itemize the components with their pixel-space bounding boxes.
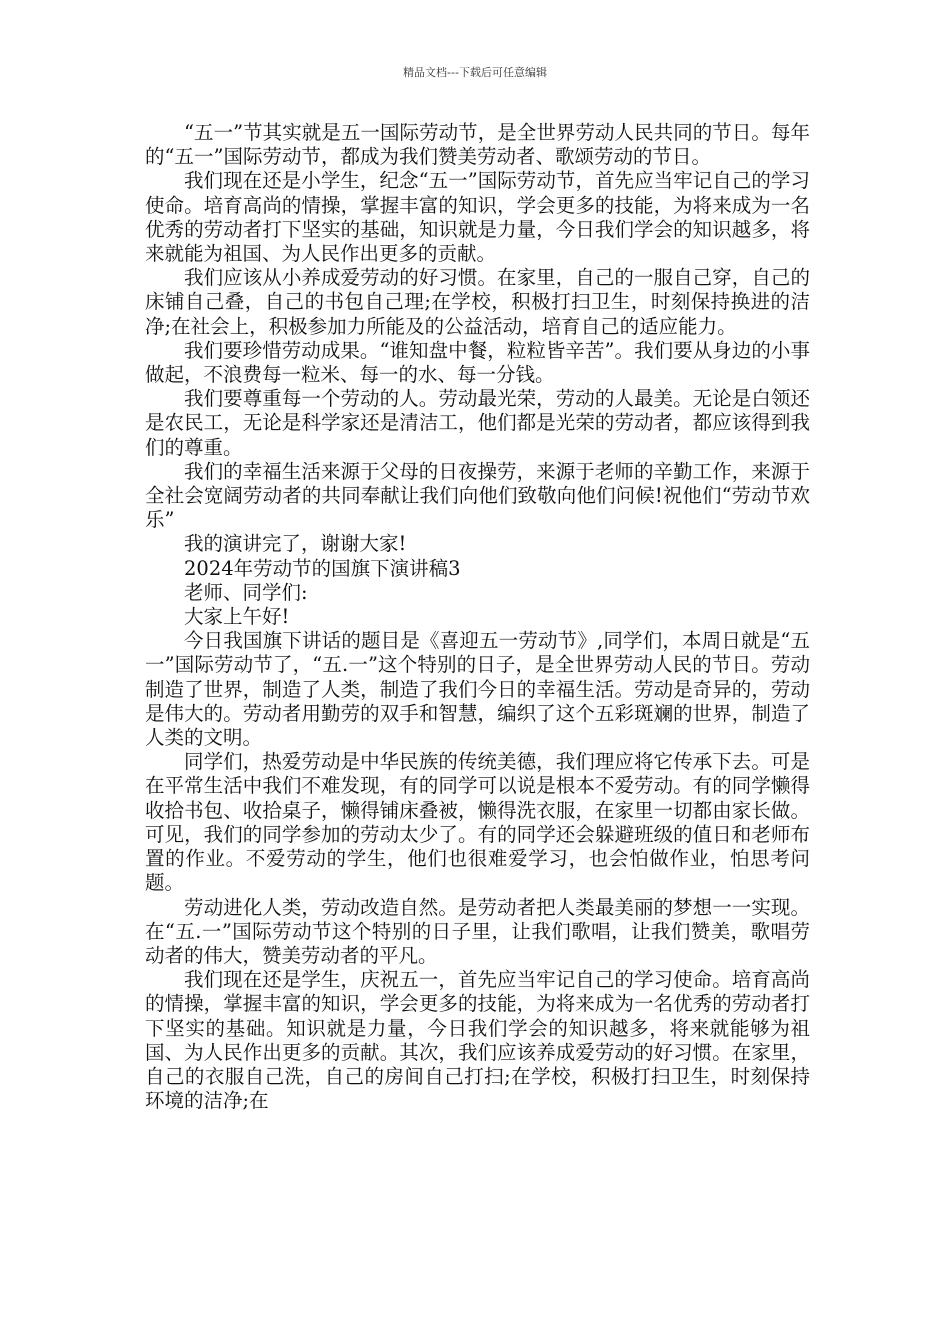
paragraph: 劳动进化人类，劳动改造自然。是劳动者把人类最美丽的梦想一一实现。在“五.一”国际劳动节这个特别的日子里，让我们歌唱，让我们赞美，歌唱劳动者的伟大，赞美劳动者的平凡。 — [145, 895, 810, 967]
page-header: 精品文档---下载后可任意编辑 — [403, 66, 547, 79]
paragraph: 我们要珍惜劳动成果。“谁知盘中餐，粒粒皆辛苦”。我们要从身边的小事做起，不浪费每一粒米、每一的水、每一分钱。 — [145, 338, 810, 387]
paragraph: “五一”节其实就是五一国际劳动节，是全世界劳动人民共同的节日。每年的“五一”国际劳动节，都成为我们赞美劳动者、歌颂劳动的节日。 — [145, 121, 810, 169]
document-body — [145, 121, 810, 1113]
salutation: 老师、同学们: — [184, 580, 308, 604]
section-title: 2024年劳动节的国旗下演讲稿3 — [184, 556, 461, 580]
paragraph: 今日我国旗下讲话的题目是《喜迎五一劳动节》,同学们，本周日就是“五一”国际劳动节了，“五.一”这个特别的日子，是全世界劳动人民的节日。劳动制造了世界，制造了人类，制造了我们今日的幸福生活。劳动是奇异的，劳动是伟大的。劳动者用勤劳的双手和智慧，编织了这个五彩斑斓的世界，制造了人类的文明。 — [145, 629, 810, 750]
paragraph: 我们的幸福生活来源于父母的日夜操劳，来源于老师的辛勤工作，来源于全社会宽阔劳动者的共同奉献让我们向他们致敬向他们问候!祝他们“劳动节欢乐” — [145, 459, 810, 532]
paragraph: 我们现在还是小学生，纪念“五一”国际劳动节，首先应当牢记自己的学习使命。培育高尚的情操，掌握丰富的知识，学会更多的技能，为将来成为一名优秀的劳动者打下坚实的基础，知识就是力量，今日我们学会的知识越多，将来就能为祖国、为人民作出更多的贡献。 — [145, 169, 810, 266]
paragraph: 我们现在还是学生，庆祝五一，首先应当牢记自己的学习使命。培育高尚的情操，掌握丰富的知识，学会更多的技能，为将来成为一名优秀的劳动者打下坚实的基础。知识就是力量，今日我们学会的知识越多，将来就能够为祖国、为人民作出更多的贡献。其次，我们应该养成爱劳动的好习惯。在家里，自己的衣服自己洗，自己的房间自己打扫;在学校，积极打扫卫生，时刻保持环境的洁净;在 — [145, 968, 810, 1113]
paragraph: 同学们，热爱劳动是中华民族的传统美德，我们理应将它传承下去。可是在平常生活中我们不难发现，有的同学可以说是根本不爱劳动。有的同学懒得收拾书包、收拾桌子，懒得铺床叠被，懒得洗衣服，在家里一切都由家长做。可见，我们的同学参加的劳动太少了。有的同学还会躲避班级的值日和老师布置的作业。不爱劳动的学生，他们也很难爱学习，也会怕做作业，怕思考问题。 — [145, 750, 810, 895]
paragraph: 我们要尊重每一个劳动的人。劳动最光荣，劳动的人最美。无论是白领还是农民工，无论是科学家还是清洁工，他们都是光荣的劳动者，都应该得到我们的尊重。 — [145, 387, 810, 459]
paragraph: 我们应该从小养成爱劳动的好习惯。在家里，自己的一服自己穿，自己的床铺自己叠，自己的书包自己理;在学校，积极打扫卫生，时刻保持换进的洁净;在社会上，积极参加力所能及的公益活动，培育自己的适应能力。 — [145, 266, 810, 338]
greeting: 大家上午好! — [184, 605, 290, 629]
paragraph: 我的演讲完了，谢谢大家! — [184, 532, 407, 556]
